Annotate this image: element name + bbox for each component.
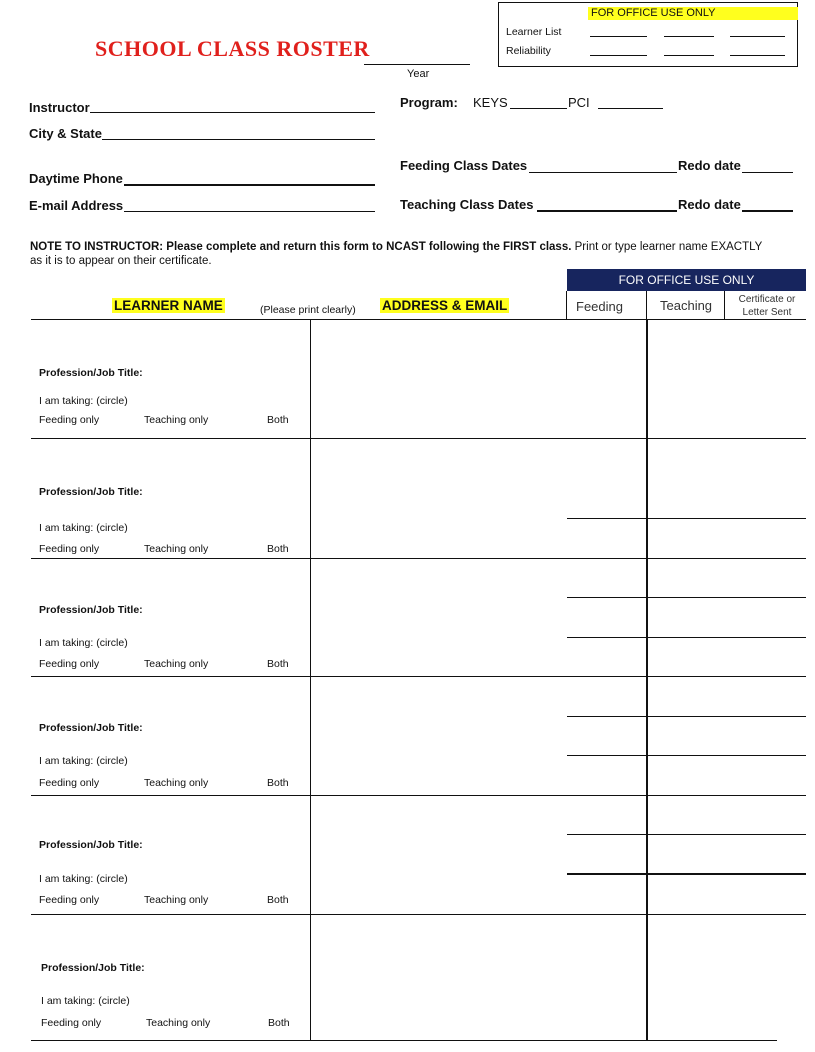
name-address-divider [310, 319, 311, 1040]
office-subline-5 [567, 755, 806, 756]
both-option-5[interactable]: Both [267, 894, 289, 906]
teaching-redo-label: Redo date [678, 197, 741, 212]
profession-label-5: Profession/Job Title: [39, 839, 143, 851]
office-subline-7 [567, 873, 806, 875]
taking-label-6: I am taking: (circle) [41, 995, 130, 1007]
profession-label-1: Profession/Job Title: [39, 367, 143, 379]
note-line2: as it is to appear on their certificate. [30, 255, 212, 267]
feeding-dates-field[interactable] [529, 172, 677, 173]
learner-list-line-3[interactable] [730, 36, 785, 37]
year-line[interactable] [364, 64, 470, 65]
teaching-only-option-4[interactable]: Teaching only [144, 777, 209, 789]
profession-label-3: Profession/Job Title: [39, 604, 143, 616]
teaching-redo-field[interactable] [742, 210, 793, 212]
row-separator-2 [31, 558, 806, 559]
instructor-label: Instructor [29, 100, 90, 115]
reliability-line-1[interactable] [590, 55, 647, 56]
office-subline-1 [567, 518, 806, 519]
row-separator-3 [31, 676, 806, 677]
profession-label-4: Profession/Job Title: [39, 722, 143, 734]
learner-list-line-1[interactable] [590, 36, 647, 37]
email-field[interactable] [124, 211, 375, 212]
certificate-header [732, 293, 802, 319]
both-option-6[interactable]: Both [268, 1017, 290, 1029]
both-option-1[interactable]: Both [267, 414, 289, 426]
instructor-field[interactable] [90, 112, 375, 113]
taking-label-5: I am taking: (circle) [39, 873, 128, 885]
reliability-label: Reliability [506, 45, 551, 57]
instructor-note [30, 240, 800, 268]
both-option-4[interactable]: Both [267, 777, 289, 789]
feeding-only-option-5[interactable]: Feeding only [39, 894, 100, 906]
teaching-only-option-6[interactable]: Teaching only [146, 1017, 211, 1029]
reliability-line-2[interactable] [664, 55, 714, 56]
row-separator-4 [31, 795, 806, 796]
office-subline-4 [567, 716, 806, 717]
header-bottom-line [31, 319, 806, 320]
profession-label-2: Profession/Job Title: [39, 486, 143, 498]
row-separator-1 [31, 438, 806, 439]
taking-label-1: I am taking: (circle) [39, 395, 128, 407]
learner-name-header: LEARNER NAME [114, 298, 223, 313]
header-divider-1 [566, 291, 567, 319]
print-clearly-note: (Please print clearly) [260, 304, 356, 316]
certificate-header-line1: Certificate or [738, 294, 796, 305]
office-use-header: FOR OFFICE USE ONLY [567, 269, 806, 291]
city-state-label: City & State [29, 126, 102, 141]
taking-label-3: I am taking: (circle) [39, 637, 128, 649]
office-subline-3 [567, 637, 806, 638]
profession-label-6: Profession/Job Title: [41, 962, 145, 974]
office-subline-6 [567, 834, 806, 835]
keys-field[interactable] [510, 108, 567, 109]
note-text: : Please complete and return this form to NCAST following the FIRST class. [159, 241, 572, 253]
reliability-line-3[interactable] [730, 55, 785, 56]
teaching-only-option-3[interactable]: Teaching only [144, 658, 209, 670]
feeding-dates-label: Feeding Class Dates [400, 158, 528, 173]
keys-label: KEYS [473, 95, 508, 110]
header-divider-2 [646, 291, 647, 319]
learner-list-label: Learner List [506, 26, 562, 38]
program-label: Program: [400, 95, 458, 110]
header-divider-3 [724, 291, 725, 319]
both-option-3[interactable]: Both [267, 658, 289, 670]
feeding-only-option-4[interactable]: Feeding only [39, 777, 100, 789]
teaching-dates-label: Teaching Class Dates [400, 197, 534, 212]
daytime-phone-field[interactable] [124, 184, 375, 186]
feeding-redo-label: Redo date [678, 158, 741, 173]
feeding-only-option-6[interactable]: Feeding only [41, 1017, 102, 1029]
note-rest: Print or type learner name EXACTLY [571, 241, 763, 253]
row-separator-5 [31, 914, 806, 915]
taking-label-4: I am taking: (circle) [39, 755, 128, 767]
office-use-heading: FOR OFFICE USE ONLY [588, 7, 798, 20]
daytime-phone-label: Daytime Phone [29, 171, 123, 186]
feeding-only-option-2[interactable]: Feeding only [39, 543, 100, 555]
email-label: E-mail Address [29, 198, 124, 213]
both-option-2[interactable]: Both [267, 543, 289, 555]
feeding-teaching-divider [646, 319, 648, 1040]
feeding-only-option-1[interactable]: Feeding only [39, 414, 100, 426]
office-subline-2 [567, 597, 806, 598]
teaching-only-option-2[interactable]: Teaching only [144, 543, 209, 555]
pci-field[interactable] [598, 108, 663, 109]
note-heading: NOTE TO INSTRUCTOR [30, 241, 160, 253]
teaching-only-option-5[interactable]: Teaching only [144, 894, 209, 906]
row-separator-6 [31, 1040, 777, 1041]
certificate-header-line2: Letter Sent [742, 307, 792, 318]
page-title: SCHOOL CLASS ROSTER [95, 36, 370, 61]
teaching-header: Teaching [660, 298, 713, 313]
feeding-redo-field[interactable] [742, 172, 793, 173]
address-email-header: ADDRESS & EMAIL [382, 298, 508, 313]
teaching-dates-field[interactable] [537, 210, 677, 212]
feeding-header: Feeding [576, 299, 623, 314]
learner-list-line-2[interactable] [664, 36, 714, 37]
city-state-field[interactable] [102, 139, 375, 140]
teaching-only-option-1[interactable]: Teaching only [144, 414, 209, 426]
year-label: Year [407, 68, 430, 80]
taking-label-2: I am taking: (circle) [39, 522, 128, 534]
pci-label: PCI [568, 95, 590, 110]
feeding-only-option-3[interactable]: Feeding only [39, 658, 100, 670]
